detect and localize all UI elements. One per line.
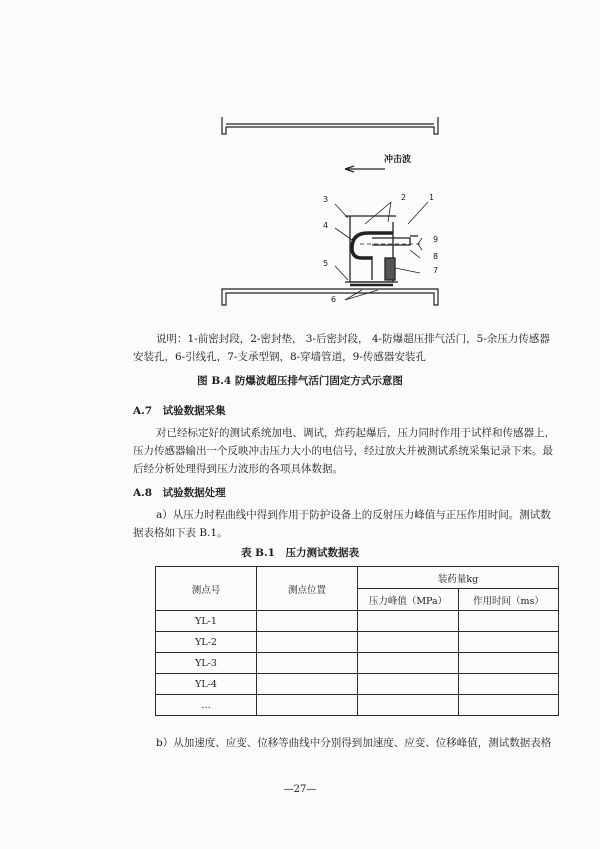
table-row — [156, 653, 559, 674]
callout-7: 7 — [433, 266, 439, 275]
row-point: YL-3 — [156, 653, 257, 674]
wall-pipe-section — [222, 289, 438, 305]
pressure-data-table — [155, 566, 559, 716]
callout-6: 6 — [331, 295, 337, 304]
row-point: YL-1 — [156, 611, 257, 632]
callout-1: 1 — [429, 193, 435, 202]
section-a8-para-a-line2: 据表格如下表 B.1。 — [133, 527, 228, 539]
callout-5: 5 — [323, 259, 329, 268]
header-location: 测点位置 — [257, 567, 358, 611]
section-a7-title: A.7 试验数据采集 — [133, 405, 226, 417]
table-row — [156, 674, 559, 695]
section-a8-para-b: b）从加速度、应变、位移等曲线中分别得到加速度、应变、位移峰值，测试数据表格 — [156, 737, 552, 749]
blast-valve — [345, 216, 420, 285]
header-charge: 装药量kg — [358, 567, 559, 589]
row-point: YL-2 — [156, 632, 257, 653]
section-a7-line2: 压力传感器输出一个反映冲击压力大小的电信号，经过放大并被测试系统采集记录下来。最 — [133, 445, 553, 457]
row-point: YL-4 — [156, 674, 257, 695]
section-a8-para-a-line1: a）从压力时程曲线中得到作用于防护设备上的反射压力峰值与正压作用时间。测试数 — [156, 509, 551, 521]
section-a7-line3: 后经分析处理得到压力波形的各项具体数据。 — [133, 463, 343, 475]
callout-2: 2 — [401, 193, 407, 202]
header-time: 作用时间（ms） — [459, 589, 559, 611]
shockwave-label: 冲击波 — [384, 155, 412, 165]
figure-title: 图 B.4 防爆波超压排气活门固定方式示意图 — [197, 375, 403, 387]
page-number: —27— — [283, 784, 317, 795]
header-peak: 压力峰值（MPa） — [358, 589, 459, 611]
row-point: … — [156, 695, 257, 716]
section-a7-line1: 对已经标定好的测试系统加电、调试，炸药起爆后，压力同时作用于试样和传感器上， — [156, 427, 555, 439]
table-row — [156, 611, 559, 632]
shockwave-arrow-icon — [345, 166, 385, 172]
section-a8-title: A.8 试验数据处理 — [133, 487, 226, 499]
table-row — [156, 695, 559, 716]
callout-3: 3 — [323, 195, 329, 204]
top-pipe-section — [222, 117, 438, 134]
table-title: 表 B.1 压力测试数据表 — [241, 547, 359, 559]
figure-caption-line1: 说明：1-前密封段，2-密封垫， 3-后密封段， 4-防爆超压排气活门，5-余压力传感器 — [156, 333, 550, 345]
callout-9: 9 — [433, 235, 439, 244]
callout-4: 4 — [323, 221, 329, 230]
table-row — [156, 632, 559, 653]
figure-caption-line2: 安装孔，6-引线孔，7-支承型钢，8-穿墙管道，9-传感器安装孔 — [133, 351, 426, 363]
callout-8: 8 — [433, 252, 439, 261]
header-point: 测点号 — [156, 567, 257, 611]
